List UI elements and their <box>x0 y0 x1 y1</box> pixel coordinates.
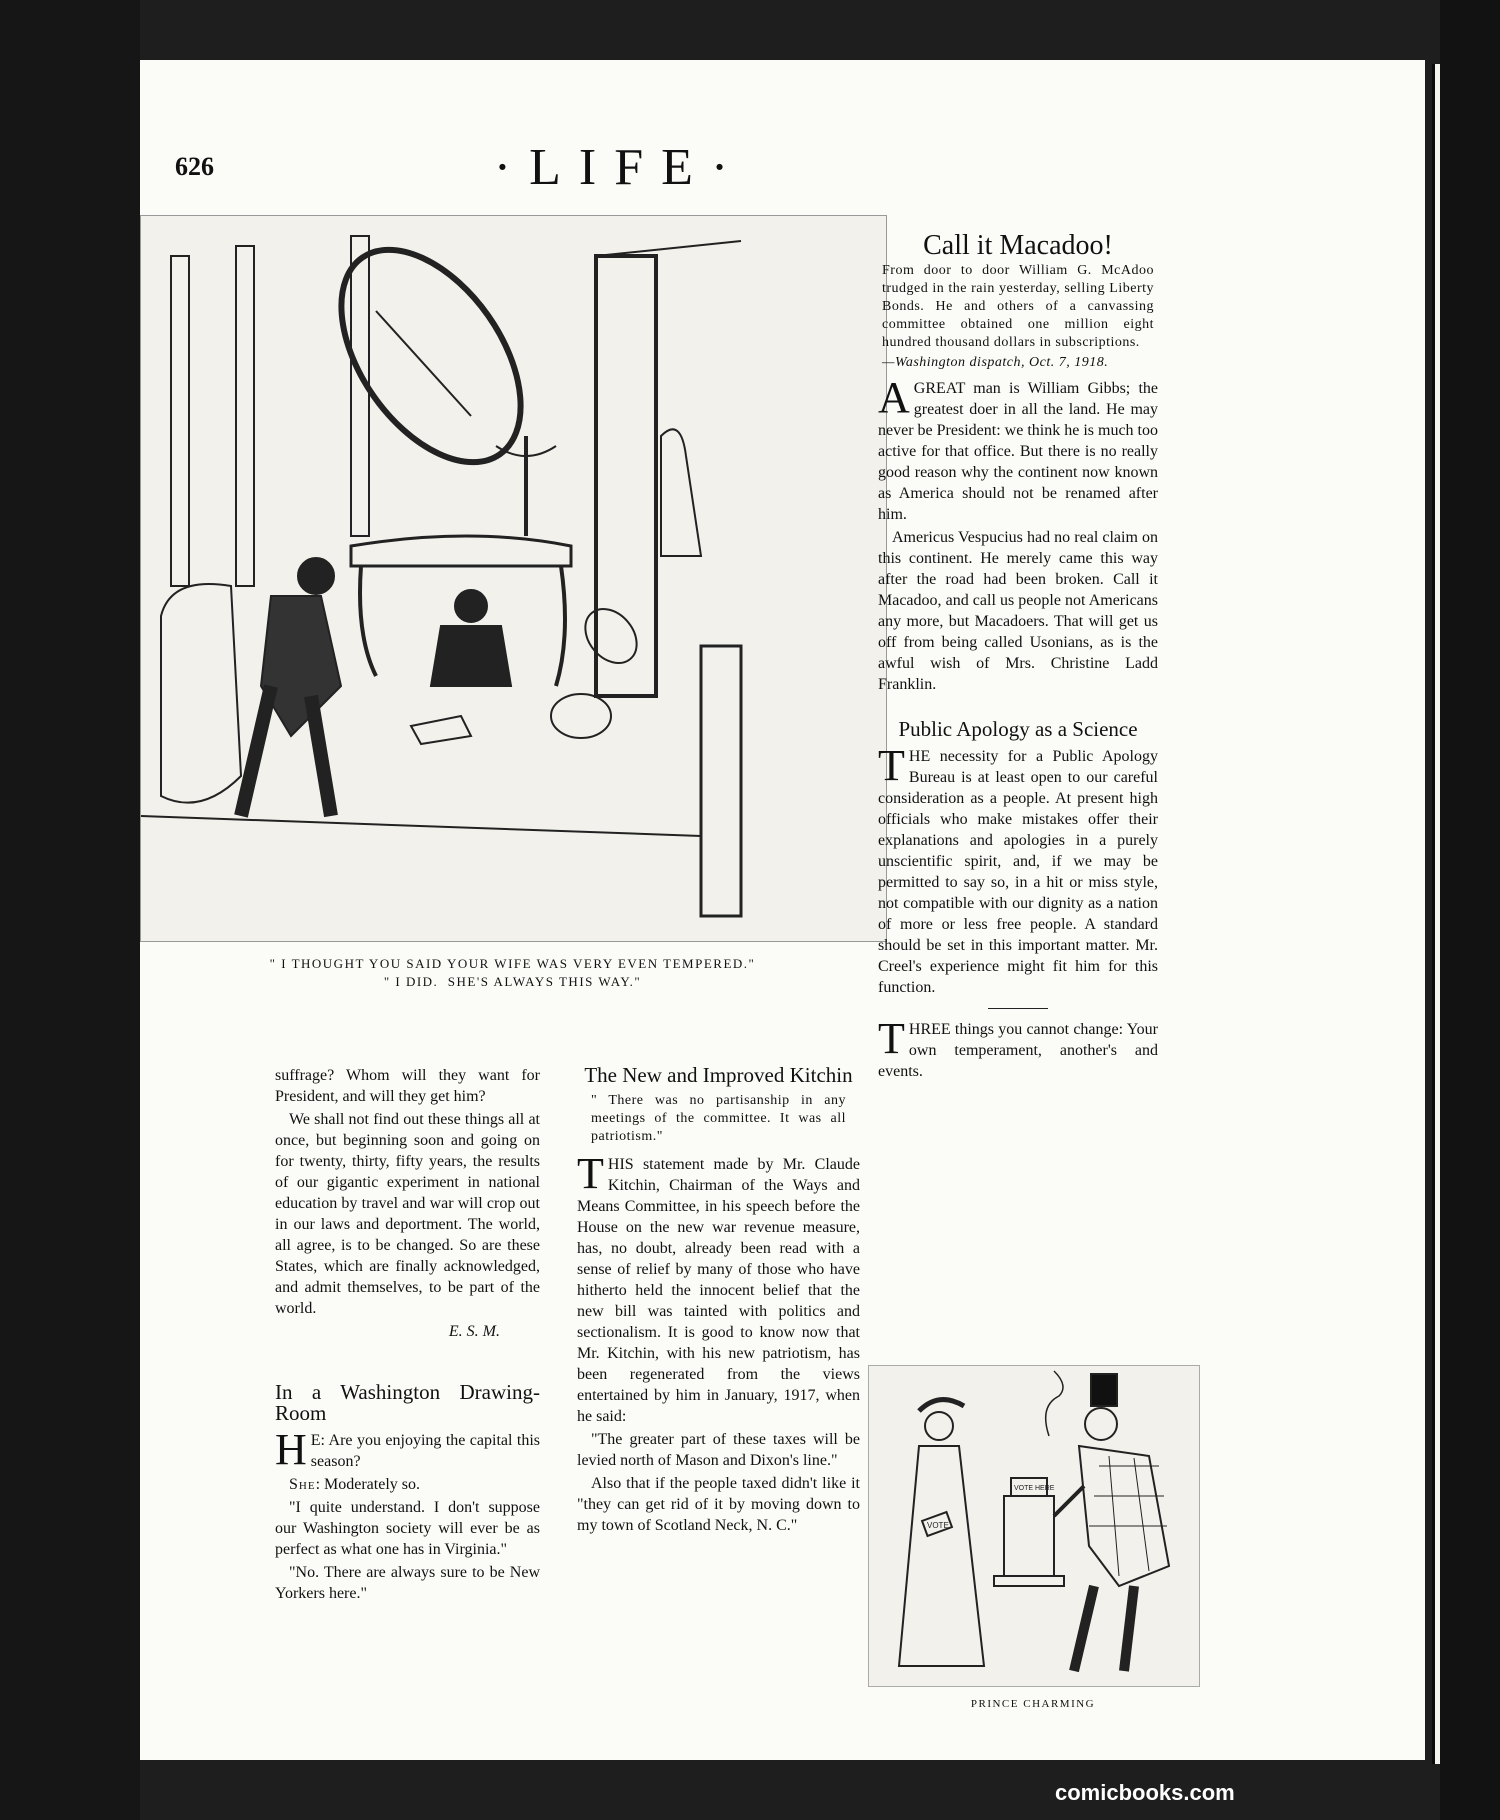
macadoo-paragraph <box>878 373 1158 525</box>
prince-charming-illustration <box>868 1365 1200 1687</box>
macadoo-epigraph: From door to door William G. McAdoo trudged in the rain yesterday, selling Liberty Bonds. He and others of a canvassing committee obtained one million eight hundred thousand dollars in subscriptions. <box>882 263 1154 350</box>
caption-line: " I DID. SHE'S ALWAYS THIS WAY." <box>383 974 642 989</box>
kitchin-text: HIS statement made by Mr. Claude Kitchin, Chairman of the Ways and Means Committee, in his speech before the House on the new war revenue measure, has, no doubt, already been read with a sense of relief by many of those who have hitherto held the innocent belief that the new bill was tainted with politics and sectionalism. It is good to know now that Mr. Kitchin, with his new patriotism, has been regenerated from the views entertained by him in January, 1917, when he said: <box>577 1156 860 1425</box>
washington-heading: In a Washington Drawing-Room <box>275 1380 540 1425</box>
cartoon-ballot-box-icon <box>869 1366 1199 1686</box>
suffrage-paragraph: We shall not find out these things all at once, but beginning soon and going on for twenty, thirty, fifty years, the results of our gigantic experiment in national education by travel and war will crop out in our laws and deportment. The world, all agree, is to be changed. So are these States, which are finally acknowledged, and admit themselves, to be part of the world. <box>275 1111 540 1317</box>
kitchin-epigraph: " There was no partisanship in any meetings of the committee. It was all patriotism." <box>591 1093 846 1144</box>
section-rule <box>988 1008 1048 1009</box>
ballot-box-label: VOTE HERE <box>1014 1485 1055 1492</box>
three-things-text: HREE things you cannot change: Your own temperament, another's and events. <box>878 1021 1158 1080</box>
masthead-title: ·LIFE· <box>493 139 747 196</box>
apology-heading: Public Apology as a Science <box>898 717 1138 741</box>
scan-border-right <box>1440 0 1500 1820</box>
washington-opening <box>275 1425 540 1474</box>
column-right <box>878 230 1158 1084</box>
apology-text: HE necessity for a Public Apology Bureau is at least open to our careful consideration as a people. At present high officials who make mistakes offer their explanations and apologies in a purely unscientific spirit, and, if we may be permitted to say so, in a hit or miss style, not compatible with our dignity as a nation of more or less free people. A standard should be set in this important matter. Mr. Creel's experience might fit him for this function. <box>878 748 1158 996</box>
kitchin-paragraph <box>577 1149 860 1427</box>
macadoo-source: —Washington dispatch, Oct. 7, 1918. <box>882 355 1109 370</box>
three-things-paragraph <box>878 1014 1158 1082</box>
watermark: comicbooks.com <box>1055 1780 1235 1805</box>
kitchin-paragraph: "The greater part of these taxes will be levied north of Mason and Dixon's line." <box>577 1431 860 1469</box>
kitchin-heading: The New and Improved Kitchin <box>584 1063 853 1087</box>
vote-slip-label: VOTE <box>927 1521 949 1530</box>
speaker-label: She <box>289 1476 316 1493</box>
macadoo-paragraph: Americus Vespucius had no real claim on this continent. He merely came this way after the road had been broken. Call it Macadoo, and call us people not Americans any more, but Macadoers. That will get us off from being called Usonians, as is the awful wish of Mrs. Christine Ladd Franklin. <box>878 529 1158 693</box>
signature: E. S. M. <box>448 1323 500 1340</box>
apology-paragraph <box>878 741 1158 998</box>
kitchin-paragraph: Also that if the people taxed didn't like it "they can get rid of it by moving down to my town of Scotland Neck, N. C." <box>577 1475 860 1534</box>
washington-opening-text: E: Are you enjoying the capital this season? <box>310 1432 540 1470</box>
macadoo-heading: Call it Macadoo! <box>923 230 1113 261</box>
prince-caption: PRINCE CHARMING <box>970 1698 1096 1710</box>
washington-paragraph: "I quite understand. I don't suppose our Washington society will ever be as perfect as what one has in Virginia." <box>275 1499 540 1558</box>
column-middle <box>577 1065 860 1538</box>
drop-cap: H <box>275 1425 307 1474</box>
drop-cap: A <box>878 373 910 422</box>
macadoo-text: GREAT man is William Gibbs; the greatest doer in all the land. He may never be President: we think he is much too active for that office. But there is no really good reason why the continent now known as America should not be renamed after him. <box>878 380 1158 523</box>
caption-line: " I THOUGHT YOU SAID YOUR WIFE WAS VERY EVEN TEMPERED." <box>269 956 756 971</box>
drop-cap: T <box>878 741 905 790</box>
cartoon-drawing-room-icon <box>141 216 886 941</box>
suffrage-paragraph: suffrage? Whom will they want for President, and will they get him? <box>275 1067 540 1105</box>
washington-paragraph: "No. There are always sure to be New Yorkers here." <box>275 1564 540 1602</box>
drawing-room-illustration <box>140 215 887 942</box>
column-left <box>275 1065 540 1606</box>
washington-she-line <box>275 1474 540 1495</box>
drop-cap: T <box>577 1149 604 1198</box>
page-number: 626 <box>175 152 214 181</box>
illustration-caption <box>140 955 885 991</box>
she-line-text: : Moderately so. <box>315 1476 420 1493</box>
drop-cap: T <box>878 1014 905 1063</box>
scan-border-left <box>0 0 140 1820</box>
